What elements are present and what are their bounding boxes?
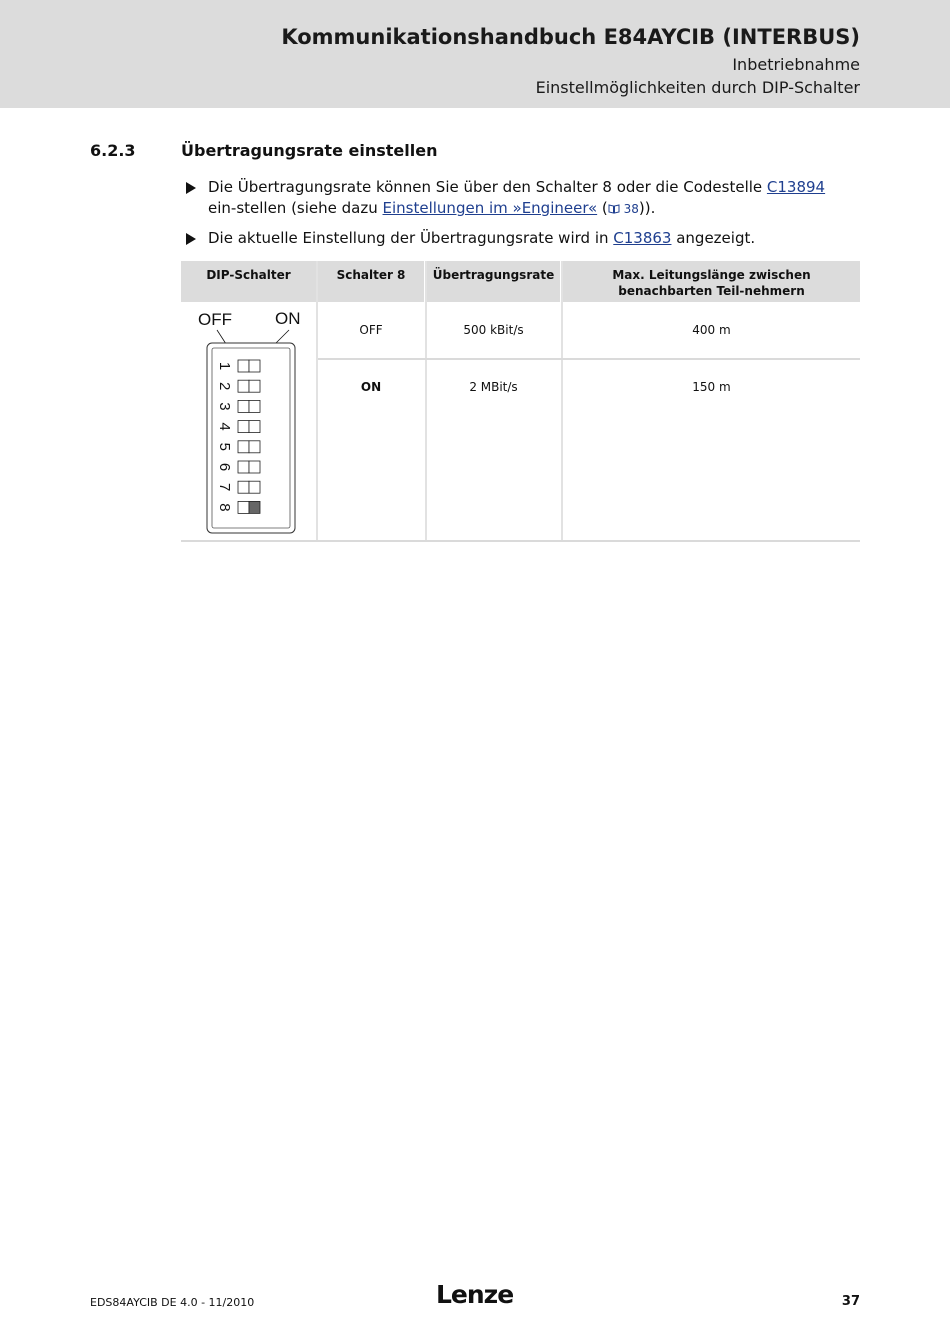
dip-on-cell (249, 441, 260, 453)
dip-switch-number: 4 (216, 422, 233, 431)
table-cell-rate: 2 MBit/s (469, 380, 518, 394)
table-cell-length: 150 m (692, 380, 731, 394)
document-title: Kommunikationshandbuch E84AYCIB (INTERBUS) (281, 25, 860, 49)
table-header-dip: DIP-Schalter (181, 261, 316, 302)
section-number: 6.2.3 (90, 141, 136, 160)
table-cell-length: 400 m (692, 323, 731, 337)
code-link-c13863[interactable]: C13863 (613, 229, 672, 247)
engineer-settings-link[interactable]: Einstellungen im »Engineer« (382, 199, 598, 217)
table-bottom-line (181, 540, 860, 542)
dip-on-cell (249, 380, 260, 392)
column-divider (561, 261, 563, 541)
page-ref-link[interactable]: 38 (608, 202, 639, 216)
page-header (0, 0, 950, 108)
dip-on-cell (249, 461, 260, 473)
dip-on-cell (249, 481, 260, 493)
dip-switch-number: 6 (216, 462, 233, 472)
table-cell-switch8: OFF (359, 323, 383, 337)
dip-off-cell (238, 441, 249, 453)
table-header-rate: Übertragungsrate (427, 261, 560, 302)
dip-on-cell (249, 501, 260, 513)
dip-off-cell (238, 481, 249, 493)
section-title: Übertragungsrate einstellen (181, 141, 438, 160)
dip-switch-number: 8 (216, 503, 233, 512)
document-id: EDS84AYCIB DE 4.0 - 11/2010 (90, 1296, 255, 1309)
code-link-c13894[interactable]: C13894 (766, 178, 826, 196)
lenze-logo: Lenze (436, 1280, 514, 1309)
dip-switch-number: 7 (216, 483, 233, 492)
section-path: Einstellmöglichkeiten durch DIP-Schalter (535, 78, 860, 97)
row-divider (318, 358, 860, 360)
dip-off-cell (238, 421, 249, 433)
dip-off-cell (238, 360, 249, 372)
chapter-title: Inbetriebnahme (732, 55, 860, 74)
table-header-switch8: Schalter 8 (318, 261, 424, 302)
dip-switch-number: 2 (216, 382, 233, 391)
column-divider (316, 261, 318, 541)
bullet-text: Die Übertragungsrate können Sie über den Schalter 8 oder die Codestelle C13894 ein-stellen (siehe dazu Einstellungen im »Engineer« ( 38)). (208, 178, 826, 217)
bullet-arrow-icon (186, 233, 196, 245)
dip-on-cell (249, 360, 260, 372)
column-divider (425, 261, 427, 541)
on-label: ON (275, 309, 301, 328)
dip-off-cell (238, 400, 249, 412)
dip-switch-number: 1 (216, 361, 233, 371)
dip-off-cell (238, 461, 249, 473)
dip-off-cell (238, 501, 249, 513)
off-label: OFF (198, 310, 232, 329)
dip-switch-number: 3 (216, 402, 233, 411)
table-cell-rate: 500 kBit/s (463, 323, 524, 337)
dip-on-cell (249, 421, 260, 433)
dip-switch-number: 5 (216, 442, 233, 451)
dip-off-cell (238, 380, 249, 392)
bullet-arrow-icon (186, 182, 196, 194)
dip-on-cell (249, 400, 260, 412)
bullet-text: Die aktuelle Einstellung der Übertragungsrate wird in C13863 angezeigt. (208, 229, 756, 247)
table-header-length: Max. Leitungslänge zwischen benachbarten Teil-nehmern (563, 261, 860, 302)
book-icon (608, 204, 620, 214)
dip-switch-diagram (195, 306, 307, 536)
table-cell-switch8: ON (360, 380, 382, 394)
page-number: 37 (841, 1294, 860, 1309)
